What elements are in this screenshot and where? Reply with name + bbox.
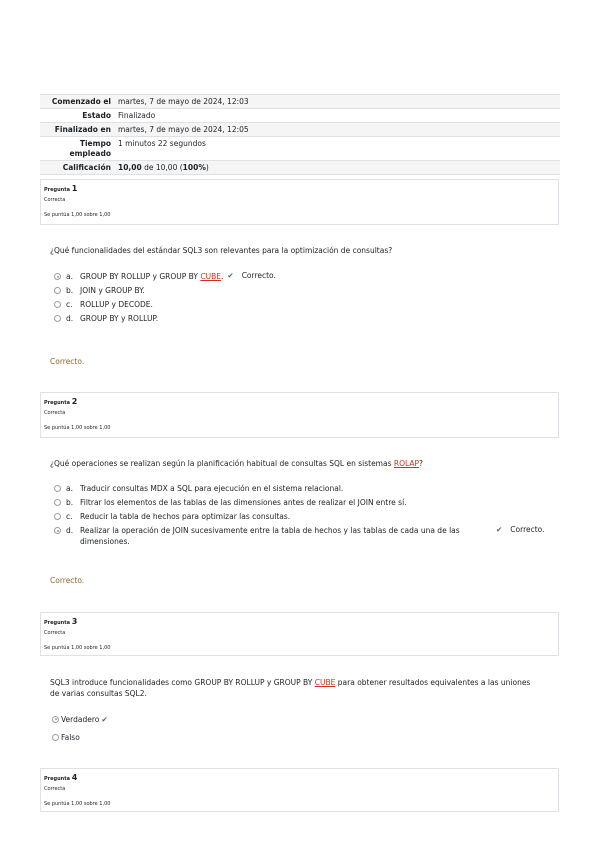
answer-option-b[interactable] [54,497,548,511]
radio-checked-icon[interactable] [54,527,61,534]
question-3-text [50,677,540,699]
question-state: Correcta [44,630,66,636]
answer-option-c[interactable] [54,299,548,313]
question-text-part: SQL3 introduce funcionalidades como GROUP BY ROLLUP y GROUP BY [50,678,315,687]
summary-row-time [40,137,560,161]
question-prefix: Pregunta [44,620,70,626]
answer-text: Filtrar los elementos de las tablas de las dimensiones antes de realizar el JOIN entre sí. [80,498,407,507]
question-text-part: ? [419,459,423,468]
question-state: Correcta [44,786,66,792]
summary-row-finished [40,123,560,137]
answer-option-c[interactable] [54,511,548,525]
check-icon: ✔ [101,714,108,724]
radio-icon[interactable] [54,513,61,520]
answer-option-b[interactable] [54,285,548,299]
question-1-feedback: Correcto. [50,357,85,366]
question-2-info [40,392,559,438]
answer-option-a[interactable] [54,483,548,497]
question-prefix: Pregunta [44,400,70,406]
question-3-info [40,612,559,656]
check-icon: ✔ [496,525,503,534]
summary-label: Calificación [62,162,111,172]
summary-value: martes, 7 de mayo de 2024, 12:03 [118,96,249,106]
question-grade: Se puntúa 1,00 sobre 1,00 [44,212,111,218]
grade-close: ) [205,162,209,172]
question-4-info [40,768,559,812]
answer-option-true[interactable] [52,710,108,728]
answer-option-a[interactable] [54,271,548,285]
answer-letter: d. [66,526,74,535]
answer-text-line: Realizar la operación de JOIN sucesivamente entre la tabla de hechos y las tablas de cada una de las [80,526,460,535]
answer-letter: b. [66,498,74,507]
attempt-summary [40,94,560,175]
glossary-link[interactable]: ROLAP [393,459,419,468]
question-state: Correcta [44,197,66,203]
grade-percent: 100% [182,162,206,172]
question-text-part: ¿Qué operaciones se realizan según la planificación habitual de consultas SQL en sistemas [50,459,394,468]
summary-label: Comenzado el [51,96,111,106]
grade-total: de 10,00 ( [141,162,183,172]
summary-row-grade [40,161,560,175]
question-1-info [40,179,559,225]
answer-letter: a. [66,484,73,493]
summary-row-started [40,95,560,109]
glossary-link[interactable]: CUBE [200,272,221,281]
summary-value: 1 minutos 22 segundos [118,138,206,148]
question-number [44,617,555,628]
answer-letter: c. [66,300,73,309]
correct-label: Correcto. [241,271,276,280]
answer-text-part: GROUP BY ROLLUP y GROUP BY [80,272,201,281]
answer-text-part: . [221,272,224,281]
question-num: 3 [71,617,78,626]
question-number [44,397,555,408]
question-num: 1 [71,184,78,193]
radio-icon[interactable] [54,287,61,294]
summary-label-line: empleado [69,148,111,158]
answer-text: GROUP BY y ROLLUP. [80,314,159,323]
answer-text: JOIN y GROUP BY. [80,286,145,295]
answer-option-d[interactable] [54,525,548,549]
question-1-text: ¿Qué funcionalidades del estándar SQL3 son relevantes para la optimización de consultas? [50,246,393,255]
question-2-answers [54,483,548,549]
answer-text: Verdadero [61,714,100,724]
answer-letter: a. [66,272,73,281]
question-prefix: Pregunta [44,776,70,782]
question-grade: Se puntúa 1,00 sobre 1,00 [44,425,111,431]
answer-letter: c. [66,512,73,521]
summary-label-line: Tiempo [79,138,111,148]
question-1-answers [54,271,548,327]
question-3-answers [52,710,108,746]
radio-checked-icon[interactable] [52,716,59,723]
question-prefix: Pregunta [44,187,70,193]
correct-label: Correcto. [510,525,545,534]
answer-option-false[interactable] [52,728,108,746]
glossary-link[interactable]: CUBE [314,678,336,687]
check-icon: ✔ [227,271,234,280]
question-grade: Se puntúa 1,00 sobre 1,00 [44,801,111,807]
radio-icon[interactable] [54,315,61,322]
question-grade: Se puntúa 1,00 sobre 1,00 [44,645,111,651]
question-num: 2 [71,397,78,406]
answer-letter: d. [66,314,74,323]
radio-icon[interactable] [54,485,61,492]
answer-text: Traducir consultas MDX a SQL para ejecución en el sistema relacional. [80,484,344,493]
answer-text [80,271,223,282]
summary-row-state [40,109,560,123]
summary-label [40,139,116,159]
question-2-text [50,458,550,469]
summary-label: Estado [82,110,111,120]
summary-value: martes, 7 de mayo de 2024, 12:05 [118,124,249,134]
answer-text-line: dimensiones. [80,537,130,546]
radio-checked-icon[interactable] [54,273,61,280]
question-number [44,184,555,195]
radio-icon[interactable] [52,734,59,741]
question-number [44,773,555,784]
answer-option-d[interactable] [54,313,548,327]
question-text-part: para obtener resultados equivalentes a las uniones de varias consultas SQL2. [50,678,531,698]
answer-text: ROLLUP y DECODE. [80,300,153,309]
question-2-feedback: Correcto. [50,576,85,585]
grade-score: 10,00 [118,162,142,172]
answer-text: Falso [61,732,80,742]
answer-text: Reducir la tabla de hechos para optimizar las consultas. [80,512,291,521]
answer-letter: b. [66,286,74,295]
radio-icon[interactable] [54,301,61,308]
question-num: 4 [71,773,78,782]
summary-value: Finalizado [118,110,156,120]
question-state: Correcta [44,410,66,416]
summary-value [116,163,560,173]
summary-label: Finalizado en [54,124,111,134]
radio-icon[interactable] [54,499,61,506]
answer-text [80,525,480,547]
